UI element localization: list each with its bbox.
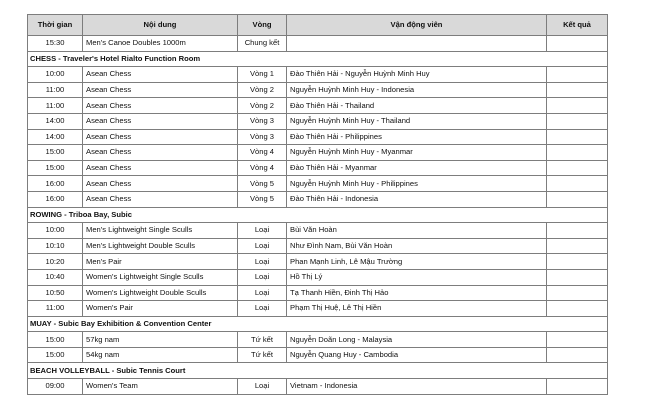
cell-event: Asean Chess [83, 129, 238, 145]
cell-event: Women's Pair [83, 301, 238, 317]
section-title: ROWING - Triboa Bay, Subic [28, 207, 608, 223]
table-row [28, 238, 608, 254]
cell-result [547, 98, 608, 114]
cell-athletes: Hồ Thị Lý [287, 269, 547, 285]
table-row [28, 36, 608, 52]
cell-round: Loại [238, 254, 287, 270]
cell-athletes: Đào Thiên Hải - Thailand [287, 98, 547, 114]
cell-athletes: Nguyễn Huỳnh Minh Huy - Indonesia [287, 82, 547, 98]
cell-athletes: Vietnam - Indonesia [287, 379, 547, 395]
cell-round: Vòng 2 [238, 98, 287, 114]
cell-result [547, 254, 608, 270]
cell-time: 10:00 [28, 67, 83, 83]
cell-round: Loại [238, 379, 287, 395]
cell-time: 14:00 [28, 113, 83, 129]
cell-time: 10:20 [28, 254, 83, 270]
cell-athletes: Phạm Thị Huệ, Lê Thị Hiền [287, 301, 547, 317]
cell-round: Tứ kết [238, 347, 287, 363]
cell-athletes: Nguyễn Quang Huy - Cambodia [287, 347, 547, 363]
section-row [28, 207, 608, 223]
cell-round: Chung kết [238, 36, 287, 52]
table-row [28, 191, 608, 207]
cell-round: Loại [238, 238, 287, 254]
header-athletes: Vận động viên [287, 15, 547, 36]
cell-time: 15:00 [28, 145, 83, 161]
table-row [28, 301, 608, 317]
cell-athletes: Nguyễn Huỳnh Minh Huy - Philippines [287, 176, 547, 192]
cell-result [547, 113, 608, 129]
cell-result [547, 160, 608, 176]
cell-time: 10:10 [28, 238, 83, 254]
table-row [28, 347, 608, 363]
cell-result [547, 285, 608, 301]
cell-round: Vòng 2 [238, 82, 287, 98]
cell-round: Tứ kết [238, 332, 287, 348]
cell-athletes: Nguyễn Doãn Long - Malaysia [287, 332, 547, 348]
cell-round: Vòng 3 [238, 129, 287, 145]
header-event: Nội dung [83, 15, 238, 36]
cell-event: Men's Lightweight Single Sculls [83, 223, 238, 239]
cell-round: Vòng 1 [238, 67, 287, 83]
table-row [28, 269, 608, 285]
cell-event: Asean Chess [83, 67, 238, 83]
table-row [28, 285, 608, 301]
cell-round: Vòng 4 [238, 160, 287, 176]
cell-athletes: Nguyễn Huỳnh Minh Huy - Myanmar [287, 145, 547, 161]
table-row [28, 254, 608, 270]
table-row [28, 332, 608, 348]
cell-time: 15:30 [28, 36, 83, 52]
table-row [28, 379, 608, 395]
schedule-body [28, 36, 608, 395]
cell-time: 14:00 [28, 129, 83, 145]
header-time: Thời gian [28, 15, 83, 36]
cell-event: Women's Lightweight Double Sculls [83, 285, 238, 301]
cell-athletes: Nguyễn Huỳnh Minh Huy - Thailand [287, 113, 547, 129]
cell-time: 15:00 [28, 347, 83, 363]
cell-athletes [287, 36, 547, 52]
cell-result [547, 238, 608, 254]
cell-time: 10:00 [28, 223, 83, 239]
cell-result [547, 332, 608, 348]
cell-event: Asean Chess [83, 160, 238, 176]
section-title: MUAY - Subic Bay Exhibition & Convention Center [28, 316, 608, 332]
cell-round: Loại [238, 223, 287, 239]
cell-athletes: Như Đình Nam, Bùi Văn Hoàn [287, 238, 547, 254]
cell-time: 16:00 [28, 176, 83, 192]
table-row [28, 145, 608, 161]
cell-time: 11:00 [28, 98, 83, 114]
cell-event: Women's Lightweight Single Sculls [83, 269, 238, 285]
cell-event: Men's Pair [83, 254, 238, 270]
cell-round: Vòng 3 [238, 113, 287, 129]
table-row [28, 129, 608, 145]
cell-round: Vòng 5 [238, 191, 287, 207]
cell-time: 15:00 [28, 160, 83, 176]
cell-time: 10:40 [28, 269, 83, 285]
table-row [28, 82, 608, 98]
cell-time: 16:00 [28, 191, 83, 207]
cell-event: Men's Canoe Doubles 1000m [83, 36, 238, 52]
cell-round: Loại [238, 285, 287, 301]
cell-result [547, 269, 608, 285]
cell-event: Women's Team [83, 379, 238, 395]
table-row [28, 223, 608, 239]
cell-time: 09:00 [28, 379, 83, 395]
section-title: CHESS - Traveler's Hotel Rialto Function Room [28, 51, 608, 67]
header-row [28, 15, 608, 36]
cell-result [547, 191, 608, 207]
cell-event: Asean Chess [83, 191, 238, 207]
table-row [28, 113, 608, 129]
cell-event: Men's Lightweight Double Sculls [83, 238, 238, 254]
cell-round: Vòng 5 [238, 176, 287, 192]
cell-athletes: Đào Thiên Hải - Indonesia [287, 191, 547, 207]
cell-result [547, 223, 608, 239]
cell-event: Asean Chess [83, 176, 238, 192]
header-round: Vòng [238, 15, 287, 36]
table-row [28, 176, 608, 192]
table-row [28, 67, 608, 83]
table-row [28, 98, 608, 114]
cell-result [547, 129, 608, 145]
cell-athletes: Đào Thiên Hải - Myanmar [287, 160, 547, 176]
cell-round: Loại [238, 301, 287, 317]
cell-event: Asean Chess [83, 145, 238, 161]
cell-event: 57kg nam [83, 332, 238, 348]
section-row [28, 363, 608, 379]
cell-time: 15:00 [28, 332, 83, 348]
cell-round: Loại [238, 269, 287, 285]
cell-time: 10:50 [28, 285, 83, 301]
cell-athletes: Đào Thiên Hải - Philippines [287, 129, 547, 145]
cell-athletes: Đào Thiên Hải - Nguyễn Huỳnh Minh Huy [287, 67, 547, 83]
cell-result [547, 347, 608, 363]
section-title: BEACH VOLLEYBALL - Subic Tennis Court [28, 363, 608, 379]
section-row [28, 51, 608, 67]
cell-event: Asean Chess [83, 98, 238, 114]
cell-result [547, 82, 608, 98]
cell-result [547, 67, 608, 83]
cell-round: Vòng 4 [238, 145, 287, 161]
cell-result [547, 145, 608, 161]
table-row [28, 160, 608, 176]
schedule-table [27, 14, 608, 395]
cell-athletes: Bùi Văn Hoàn [287, 223, 547, 239]
cell-event: 54kg nam [83, 347, 238, 363]
cell-result [547, 36, 608, 52]
cell-event: Asean Chess [83, 113, 238, 129]
cell-time: 11:00 [28, 82, 83, 98]
header-result: Kết quả [547, 15, 608, 36]
cell-result [547, 176, 608, 192]
cell-athletes: Tạ Thanh Hiền, Đinh Thị Hảo [287, 285, 547, 301]
cell-result [547, 379, 608, 395]
cell-result [547, 301, 608, 317]
cell-time: 11:00 [28, 301, 83, 317]
cell-athletes: Phan Mạnh Linh, Lê Mậu Trường [287, 254, 547, 270]
cell-event: Asean Chess [83, 82, 238, 98]
section-row [28, 316, 608, 332]
